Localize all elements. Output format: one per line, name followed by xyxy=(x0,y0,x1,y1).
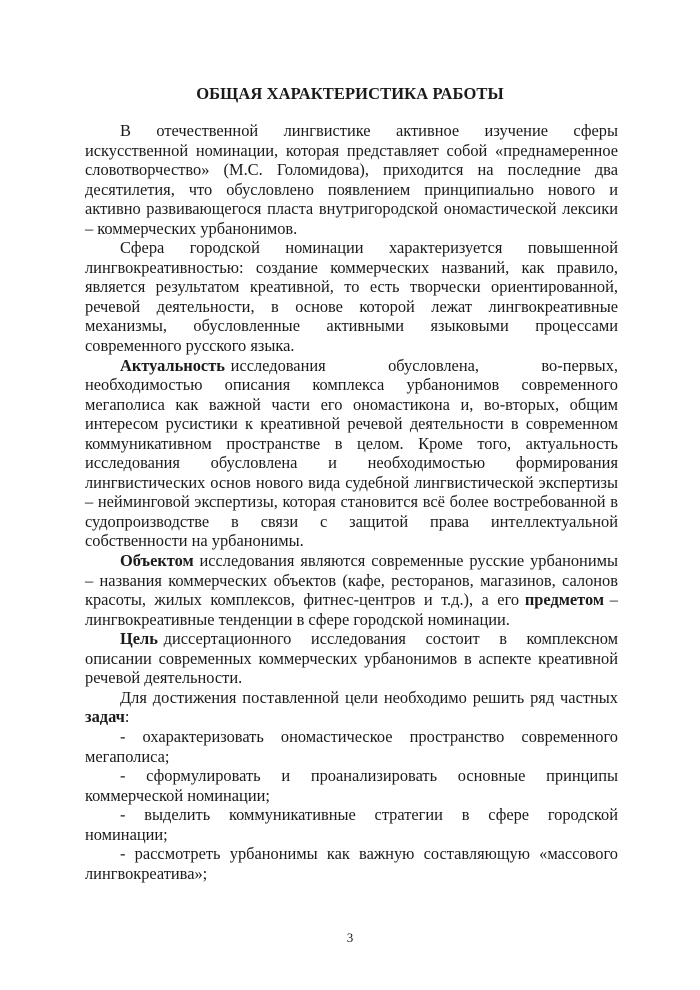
text-fragment: исследования являются современные русские урбанонимы xyxy=(199,551,618,571)
text-line: современного русского языка. xyxy=(85,336,295,356)
text-line: В отечественной лингвистике активное изучение сферы xyxy=(120,121,618,140)
text-line: искусственной номинации, которая представляет собой «преднамеренное xyxy=(85,140,618,160)
section-title: ОБЩАЯ ХАРАКТЕРИСТИКА РАБОТЫ xyxy=(196,84,504,103)
term-subject: предметом xyxy=(524,590,605,610)
document-body xyxy=(85,121,618,883)
text-line: лингвокреативные тенденции в сфере городской номинации. xyxy=(85,609,510,629)
text-line: судопроизводстве в связи с защитой права интеллектуальной xyxy=(85,511,618,531)
text-line: механизмы, обусловленные активными языковыми процессами xyxy=(85,316,618,336)
text-line xyxy=(85,629,618,649)
task-item xyxy=(85,766,618,805)
task-line: - рассмотреть урбанонимы как важную составляющую «массового xyxy=(120,844,618,864)
paragraph-intro xyxy=(85,121,618,238)
text-line: десятилетия, что обусловлено появлением принципиально нового и xyxy=(85,179,618,199)
term-relevance: Актуальность xyxy=(120,355,225,375)
text-line xyxy=(85,707,618,727)
task-item xyxy=(85,844,618,883)
text-line: коммуникативном пространстве в целом. Кроме того, актуальность xyxy=(85,433,618,453)
task-line: мегаполиса; xyxy=(85,746,170,766)
tasks-list xyxy=(85,727,618,883)
task-line: номинации; xyxy=(85,824,168,844)
text-line: словотворчество» (М.С. Голомидова), приходится на последние два xyxy=(85,160,618,180)
text-line: речевой деятельности, в основе которой лежат лингвокреативные xyxy=(85,296,618,316)
paragraph-object xyxy=(85,551,618,629)
task-item xyxy=(85,727,618,766)
text-line: активно развивающегося пласта внутригородской ономастической лексики xyxy=(85,199,618,219)
text-line: исследования обусловлена и необходимостью формирования xyxy=(85,453,618,473)
text-line: описании современных коммерческих урбанонимов в аспекте креативной xyxy=(85,648,618,668)
text-fragment: – xyxy=(609,590,618,610)
text-line: является результатом креативной, то есть творчески ориентированной, xyxy=(85,277,618,297)
task-line: лингвокреатива»; xyxy=(85,863,208,883)
text-fragment: диссертационного исследования состоит в комплексном xyxy=(163,629,618,649)
text-line: – коммерческих урбанонимов. xyxy=(85,218,298,238)
text-fragment: : xyxy=(124,707,130,727)
task-line: - выделить коммуникативные стратегии в сфере городской xyxy=(120,805,618,825)
paragraph-relevance xyxy=(85,356,618,551)
text-line: – нейминговой экспертизы, которая становится всё более востребованной в xyxy=(85,492,618,512)
text-line: лингвистических основ нового вида судебной лингвистической экспертизы xyxy=(85,472,618,492)
text-line: мегаполиса как важной части его ономастикона и, во-вторых, общим xyxy=(85,394,618,414)
text-line: лингвокреативностью: создание коммерческих названий, как правило, xyxy=(85,257,618,277)
text-line xyxy=(85,551,618,571)
text-line xyxy=(85,590,618,610)
text-line: собственности на урбанонимы. xyxy=(85,531,304,551)
task-item xyxy=(85,805,618,844)
task-line: - охарактеризовать ономастическое пространство современного xyxy=(120,726,618,746)
page-number: 3 xyxy=(346,930,354,945)
text-line xyxy=(85,356,618,376)
term-goal: Цель xyxy=(120,629,158,649)
text-fragment: красоты, жилых комплексов, фитнес-центров и т.д.), а его xyxy=(85,590,520,610)
text-line: необходимостью описания комплекса урбанонимов современного xyxy=(85,375,618,395)
text-line: Для достижения поставленной цели необходимо решить ряд частных xyxy=(120,687,618,707)
task-line: коммерческой номинации; xyxy=(85,785,270,805)
text-line: речевой деятельности. xyxy=(85,668,243,688)
text-line: – названия коммерческих объектов (кафе, ресторанов, магазинов, салонов xyxy=(85,570,618,590)
paragraph-sphere xyxy=(85,238,618,355)
task-line: - сформулировать и проанализировать основные принципы xyxy=(120,766,618,786)
text-line: интересом русистики к креативной речевой деятельности в современном xyxy=(85,414,618,434)
term-tasks: задач xyxy=(85,707,125,727)
text-line: Сфера городской номинации характеризуется повышенной xyxy=(120,238,618,258)
term-object: Объектом xyxy=(120,551,194,571)
text-fragment: исследования обусловлена, во-первых, xyxy=(230,355,618,375)
paragraph-tasks-intro xyxy=(85,688,618,727)
paragraph-goal xyxy=(85,629,618,688)
